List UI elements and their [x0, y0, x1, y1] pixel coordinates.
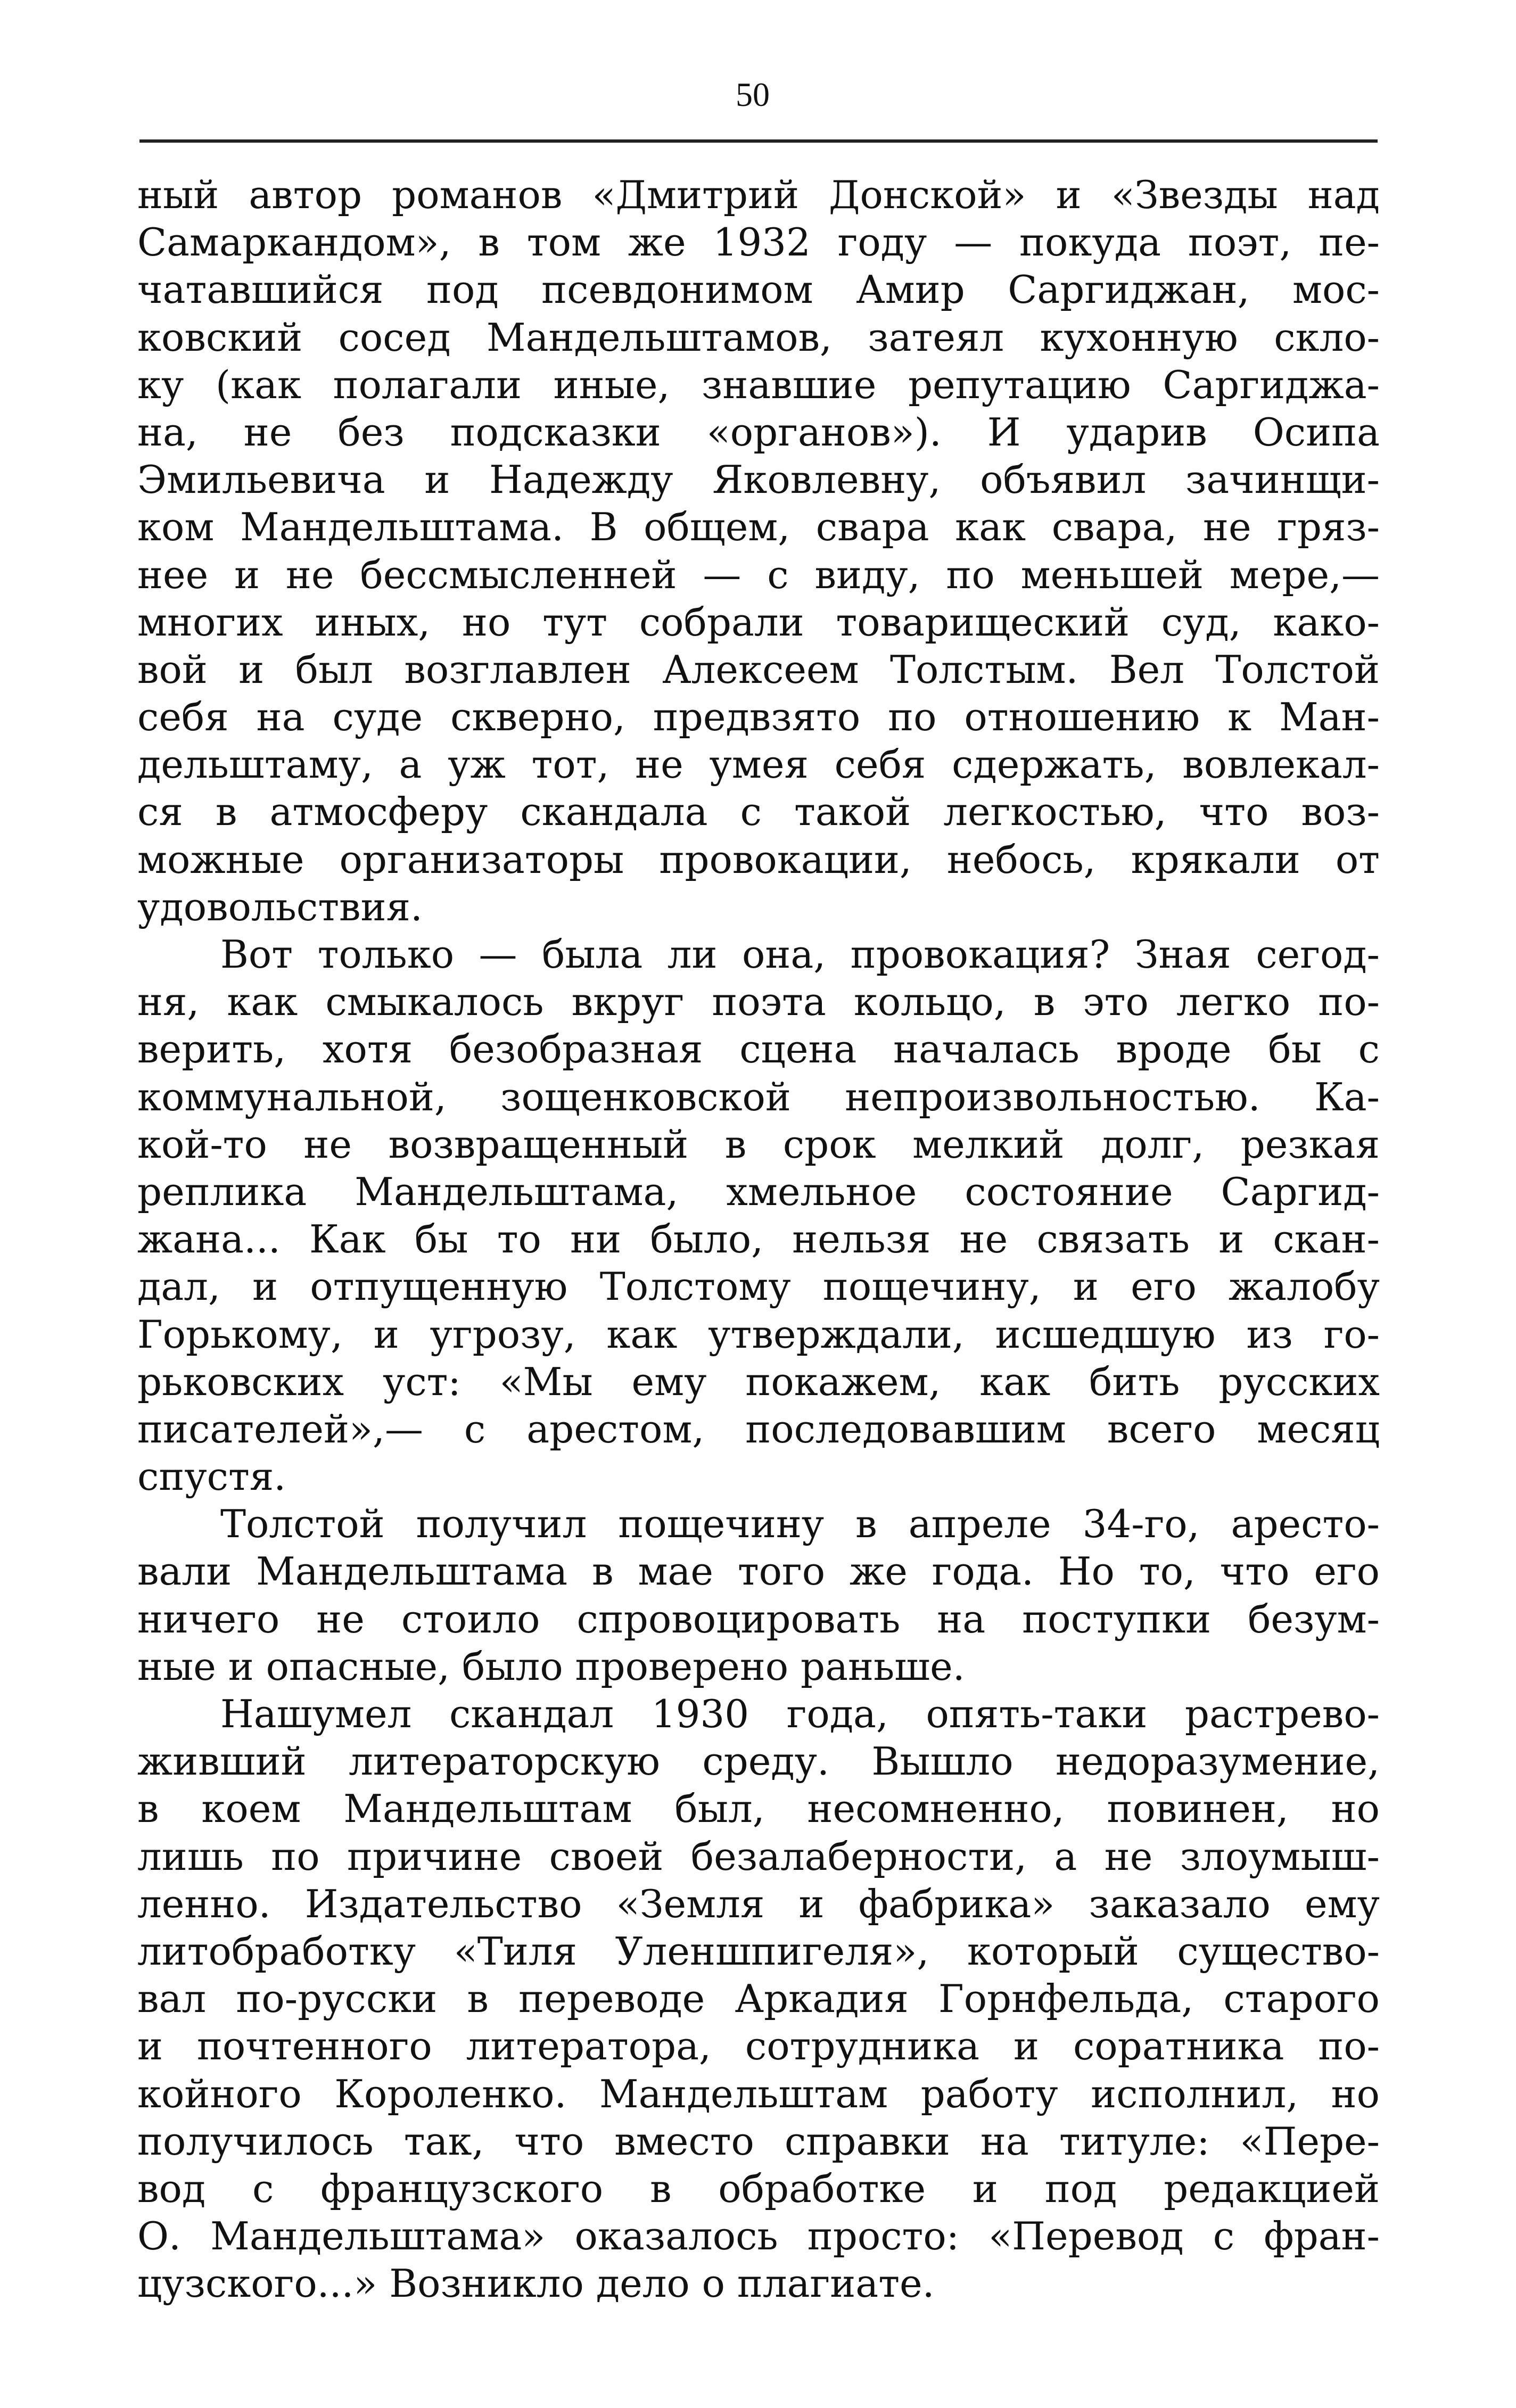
text-line: ня, как смыкалось вкруг поэта кольцо, в это легко по-	[137, 979, 1380, 1025]
text-line: ковский сосед Мандельштамов, затеял кухонную скло-	[137, 315, 1380, 360]
text-line: лишь по причине своей безалаберности, а не злоумыш-	[137, 1834, 1380, 1879]
text-line: литобработку «Тиля Уленшпигеля», который существо-	[137, 1928, 1380, 1974]
text-line: вод с французского в обработке и под редакцией	[137, 2166, 1380, 2211]
text-line: ничего не стоило спровоцировать на поступки безум-	[137, 1596, 1380, 1642]
text-line: себя на суде скверно, предвзято по отношению к Ман-	[137, 695, 1380, 740]
text-line: ку (как полагали иные, знавшие репутацию Саргиджа-	[137, 362, 1380, 407]
text-line: спустя.	[137, 1454, 286, 1499]
text-line: дельштаму, а уж тот, не умея себя сдержать, вовлекал-	[137, 742, 1380, 787]
text-line: Эмильевича и Надежду Яковлевну, объявил зачинщи-	[137, 457, 1380, 502]
paragraph-first-line: Вот только — была ли она, провокация? Зная сегод-	[220, 932, 1380, 977]
text-line: ный автор романов «Дмитрий Донской» и «Звезды над	[137, 172, 1380, 217]
page-number: 50	[736, 76, 770, 113]
text-line: и почтенного литератора, сотрудника и соратника по-	[137, 2024, 1380, 2069]
text-line: Горькому, и угрозу, как утверждали, исшедшую из го-	[137, 1312, 1380, 1357]
text-line: рьковских уст: «Мы ему покажем, как бить русских	[137, 1359, 1380, 1404]
text-line: Самаркандом», в том же 1932 году — покуда поэт, пе-	[137, 220, 1380, 265]
text-line: чатавшийся под псевдонимом Амир Саргиджан, мос-	[137, 267, 1380, 312]
text-line: вой и был возглавлен Алексеем Толстым. Вел Толстой	[137, 647, 1380, 692]
text-line: реплика Мандельштама, хмельное состояние Саргид-	[137, 1169, 1380, 1214]
paragraph-first-line: Толстой получил пощечину в апреле 34-го, аресто-	[220, 1502, 1380, 1547]
text-line: удовольствия.	[137, 884, 423, 929]
text-line: цузского...» Возникло дело о плагиате.	[137, 2261, 935, 2306]
text-line: ся в атмосферу скандала с такой легкостью, что воз-	[137, 789, 1380, 835]
text-line: верить, хотя безобразная сцена началась вроде бы с	[137, 1027, 1380, 1072]
text-line: нее и не бессмысленней — с виду, по меньшей мере,—	[137, 552, 1380, 597]
text-line: живший литераторскую среду. Вышло недоразумение,	[137, 1739, 1380, 1784]
text-line: жана... Как бы то ни было, нельзя не связать и скан-	[137, 1217, 1380, 1262]
text-line: можные организаторы провокации, небось, крякали от	[137, 837, 1380, 882]
paragraph-first-line: Нашумел скандал 1930 года, опять-таки растрево-	[220, 1692, 1380, 1736]
text-line: на, не без подсказки «органов»). И ударив Осипа	[137, 409, 1380, 455]
header-rule	[139, 139, 1378, 143]
text-line: койного Короленко. Мандельштам работу исполнил, но	[137, 2071, 1380, 2116]
body-text	[137, 171, 1380, 2307]
text-line: многих иных, но тут собрали товарищеский суд, како-	[137, 599, 1380, 645]
text-line: в коем Мандельштам был, несомненно, повинен, но	[137, 1786, 1380, 1832]
text-line: О. Мандельштама» оказалось просто: «Перевод с фран-	[137, 2214, 1380, 2259]
text-line: писателей»,— с арестом, последовавшим всего месяц	[137, 1406, 1380, 1452]
text-line: ленно. Издательство «Земля и фабрика» заказало ему	[137, 1881, 1380, 1926]
text-line: вал по-русски в переводе Аркадия Горнфельда, старого	[137, 1976, 1380, 2022]
text-line: коммунальной, зощенковской непроизвольностью. Ка-	[137, 1074, 1380, 1119]
text-line: дал, и отпущенную Толстому пощечину, и его жалобу	[137, 1264, 1380, 1309]
text-line: вали Мандельштама в мае того же года. Но то, что его	[137, 1549, 1380, 1594]
text-line: ком Мандельштама. В общем, свара как свара, не гряз-	[137, 505, 1380, 550]
text-line: кой-то не возвращенный в срок мелкий долг, резкая	[137, 1121, 1380, 1167]
text-line: ные и опасные, было проверено раньше.	[137, 1644, 965, 1689]
text-line: получилось так, что вместо справки на титуле: «Пере-	[137, 2118, 1380, 2164]
